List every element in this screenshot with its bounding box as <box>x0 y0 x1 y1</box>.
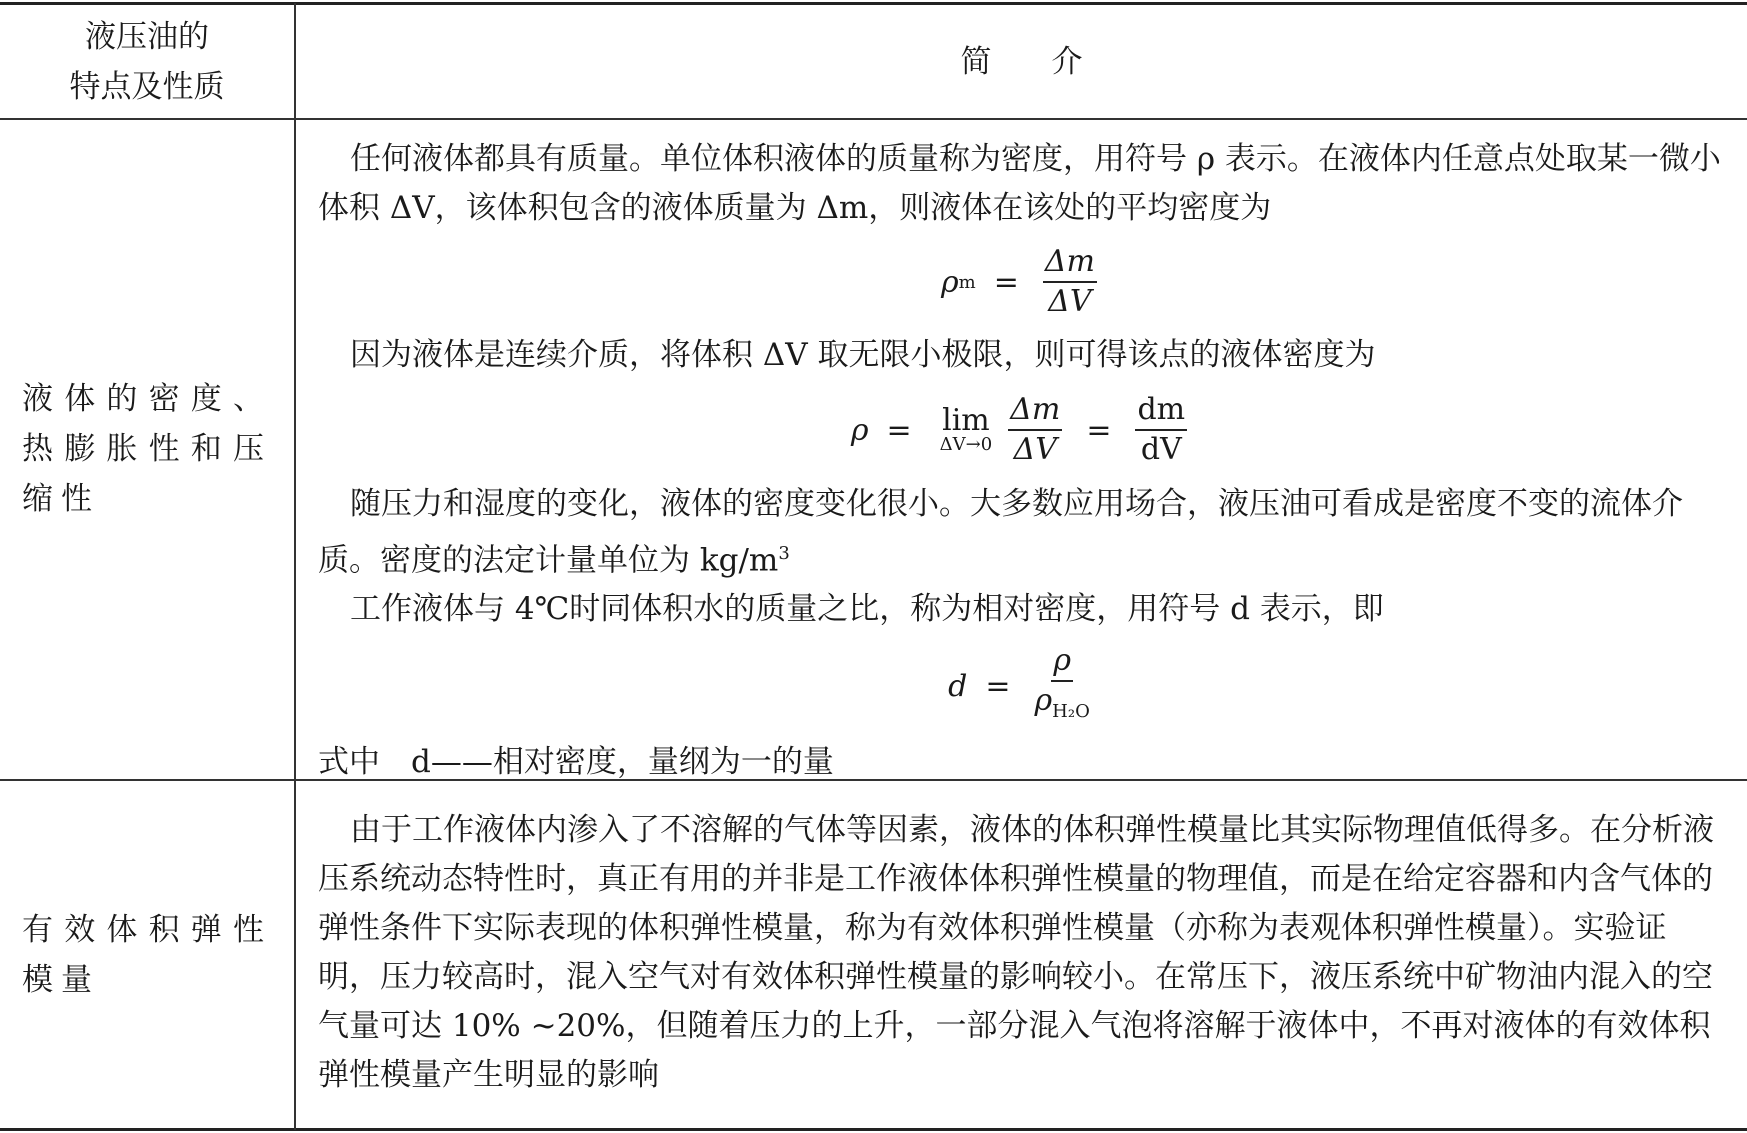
row1-paragraph-3 <box>318 480 1726 585</box>
row1-content <box>318 135 1726 787</box>
eq2-lim-word: lim <box>942 403 990 438</box>
eq3-denominator: ρ <box>1034 682 1053 718</box>
eq1-numerator: Δm <box>1043 243 1097 283</box>
eq1-equals: = <box>993 264 1019 300</box>
header-column-1 <box>0 12 294 112</box>
row2-content <box>318 806 1726 1100</box>
header-col1-line1: 液压油的 <box>85 19 209 55</box>
eq1-denominator: ΔV <box>1048 284 1092 319</box>
eq3-numerator: ρ <box>1051 642 1073 682</box>
header-col1-line2: 特点及性质 <box>69 69 225 105</box>
eq2-lhs: ρ <box>850 412 869 448</box>
eq2-numerator-1: Δm <box>1008 391 1062 431</box>
eq2-denominator-2: dV <box>1140 432 1182 467</box>
row1-paragraph-5: 式中 d——相对密度，量纲为一的量 <box>318 744 834 781</box>
table-bottom-rule <box>0 1128 1747 1131</box>
row1-paragraph-3-sup: 3 <box>778 543 790 564</box>
row2-label: 有效体积弹性模量 <box>22 912 272 998</box>
table-top-rule <box>0 2 1747 5</box>
eq1-fraction <box>1043 243 1097 321</box>
eq2-numerator-2: dm <box>1135 391 1187 431</box>
eq3-denominator-wrap <box>1035 682 1090 731</box>
eq2-limit <box>939 403 993 455</box>
eq2-equals-2: = <box>1086 412 1112 448</box>
row1-paragraph-4: 工作液体与 4℃时同体积水的质量之比，称为相对密度，用符号 d 表示，即 <box>350 591 1384 628</box>
eq2-equals-1: = <box>886 412 912 448</box>
equation-mean-density <box>318 233 1726 331</box>
eq3-fraction <box>1035 642 1090 731</box>
eq2-fraction-2 <box>1135 391 1187 469</box>
eq2-fraction-1 <box>1008 391 1062 469</box>
row2-paragraph-1: 由于工作液体内渗入了不溶解的气体等因素，液体的体积弹性模量比其实际物理值低得多。在分析液压系统动态特性时，真正有用的并非是工作液体体积弹性模量的物理值，而是在给定容器和内含气体的弹性条件下实际表现的体积弹性模量，称为有效体积弹性模量（亦称为表观体积弹性模量）。实验证明，压力较高时，混入空气对有效体积弹性模量的影响较小。在常压下，液压系统中矿物油内混入的空气量可达 10% ~20%，但随着压力的上升，一部分混入气泡将溶解于液体中，不再对液体的有效体积弹性模量产生明显的影响 <box>318 812 1714 1093</box>
eq3-denominator-sub: H₂O <box>1052 700 1090 722</box>
eq1-lhs: ρ <box>941 264 959 300</box>
eq2-denominator-1: ΔV <box>1013 432 1057 467</box>
eq3-equals: = <box>985 668 1011 704</box>
equation-point-density <box>318 380 1726 480</box>
eq1-lhs-sub: m <box>958 271 976 293</box>
header-column-2: 简介 <box>960 44 1143 80</box>
eq2-lim-subscript: ΔV→0 <box>939 434 993 455</box>
column-divider <box>294 3 296 1130</box>
eq3-lhs: d <box>948 668 968 704</box>
header-divider <box>0 118 1747 120</box>
row1-paragraph-3-text: 随压力和湿度的变化，液体的密度变化很小。大多数应用场合，液压油可看成是密度不变的流体介质。密度的法定计量单位为 kg/m <box>318 486 1683 579</box>
row1-label: 液体的密度、热膨胀性和压缩性 <box>22 381 272 517</box>
equation-relative-density <box>318 634 1726 738</box>
row1-paragraph-1: 任何液体都具有质量。单位体积液体的质量称为密度，用符号 ρ 表示。在液体内任意点处取某一微小体积 ΔV，该体积包含的液体质量为 Δm，则液体在该处的平均密度为 <box>318 141 1721 226</box>
row1-paragraph-2: 因为液体是连续介质，将体积 ΔV 取无限小极限，则可得该点的液体密度为 <box>350 337 1376 373</box>
